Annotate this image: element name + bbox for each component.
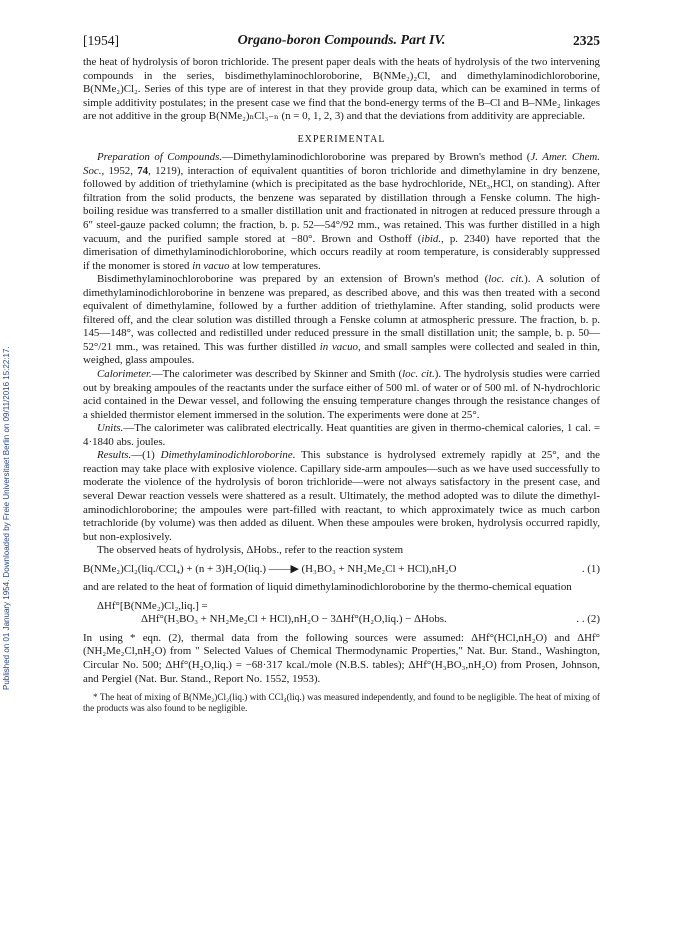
download-notice <box>2 170 14 690</box>
page-number: 2325 <box>573 33 600 48</box>
equation-2 <box>83 600 600 627</box>
equation-2-line-2: ΔHf°(H₃BO₃ + NH₂Me₂Cl + HCl),nH₂O − 3ΔHf°(H₂O,liq.) − ΔHobs. <box>141 613 447 626</box>
thermal-data-paragraph: In using * eqn. (2), thermal data from the following sources were assumed: ΔHf°(HCl,nH₂O) and ΔHf°(NH₂Me₂Cl,nH₂O) from " Selected Values of Chemical Thermodynamic Properties," Nat. Bur. Stand., Washington, Circular No. 500; ΔHf°(H₂O,liq.) = −68·317 kcal./mole (N.B.S. tables); ΔHf°(H₃BO₃,nH₂O) from Prosen, Johnson, and Pergiel (Nat. Bur. Stand., Report No. 1552, 1953). <box>83 631 600 685</box>
running-header <box>83 33 600 53</box>
download-notice-text[interactable]: Published on 01 January 1954. Downloaded by Freie Universitaet Berlin on 09/11/2016 15:22:17. <box>2 346 11 690</box>
results-heading: Results. <box>97 449 132 462</box>
equation-1 <box>83 563 600 577</box>
results-compound: Dimethylaminodichloroborine. <box>160 449 296 462</box>
volume-number: 74 <box>137 164 149 177</box>
calorimeter-heading: Calorimeter. <box>97 368 152 381</box>
header-title: Organo-boron Compounds. Part IV. <box>237 33 446 48</box>
intro-paragraph: the heat of hydrolysis of boron trichloride. The present paper deals with the heats of hydrolysis of the two intervening compounds in the series, bisdimethylaminochloroborine, B(NMe₂)₂Cl, and dimethylaminodichloroborine, B(NMe₂)Cl₂. Series of this type are of interest in that they provide group data, which can be examined in terms of simple additivity postulates; in the present case we find that the bond-energy terms of the B–Cl and B–NMe₂ linkages are not additive in the group B(NMe₂)ₙCl₃₋ₙ (n = 0, 1, 2, 3) and that the deviations from additivity are appreciable. <box>83 56 600 123</box>
observed-paragraph: The observed heats of hydrolysis, ΔHobs., refer to the reaction system <box>97 544 404 557</box>
reference-jacs: J. Amer. Chem. Soc. <box>83 151 601 177</box>
footnote: * The heat of mixing of B(NMe₂)Cl₂(liq.) with CCl₄(liq.) was measured independently, and found to be negligible. The heat of mixing of the products was also found to be negligible. <box>83 692 600 714</box>
units-paragraph: Units.—The calorimeter was calibrated electrically. Heat quantities are given in thermo-chemical calories, 1 cal. = 4·1840 abs. joules. <box>83 422 600 448</box>
results-paragraph: Results.—(1) Dimethylaminodichloroborine. This substance is hydrolysed extremely rapidly at 25°, and the reaction may take place with explosive violence. Capillary side-arm ampoules—such as we have used successfully to moderate the violence of the hydrolysis of boron trichloride—were not always satisfactory in the present case, and several Dewar reaction vessels were shattered as a result. Ultimately, the method adopted was to dilute the dimethyl-aminodichloroborine; the ampoules were part-filled with reactant, to which approximately twice as much carbon tetrachloride (by volume) was then added as diluent. When these ampoules were broken, hydrolysis occurred rapidly, but non-explosively. <box>83 449 601 543</box>
bis-preparation-paragraph: Bisdimethylaminochloroborine was prepared by an extension of Brown's method (loc. cit.). A solution of dimethylaminodichloroborine in benzene was prepared, as described above, and this was then treated with a second equivalent of dimethylamine, followed by a further addition of triethylamine. After standing, solid products were filtered off, and the clear solution was distilled through a Fenske column at atmospheric pressure. The fraction, b. p. 145—148°, was collected and redistilled under reduced pressure in the small distillation unit; the sample, b. p. 50—52°/21 mm., was retained. This was further distilled in vacuo, and small samples were collected and sealed in thin, weighed, glass ampoules. <box>83 273 601 367</box>
units-heading: Units. <box>97 422 124 435</box>
equation-2-line-1: ΔHf°[B(NMe₂)Cl₂,liq.] = <box>97 599 208 612</box>
section-heading-experimental: EXPERIMENTAL <box>297 133 386 145</box>
equation-2-number: . . (2) <box>576 613 600 626</box>
header-year: [1954] <box>83 33 119 48</box>
preparation-heading: Preparation of Compounds. <box>97 151 223 164</box>
article-body <box>83 56 600 714</box>
preparation-paragraph: Preparation of Compounds.—Dimethylaminodichloroborine was prepared by Brown's method (J. Amer. Chem. Soc., 1952, 74, 1219), interaction of equivalent quantities of boron trichloride and dimethylamine in dry benzene, followed by addition of triethylamine (which is precipitated as the base hydrochloride, NEt₃,HCl, on standing). After filtration from the solid products, the benzene was separated by distillation through a Fenske column. The high-boiling residue was transferred to a smaller distillation unit and fractionated in nitrogen at reduced pressure through a 6" steel-gauze packed column; the fraction, b. p. 52—54°/92 mm., was retained. This was further distilled in a high vacuum, and the purified sample stored at −80°. Brown and Osthoff (ibid., p. 2340) have reported that the dimerisation of dimethylaminodichloroborine, which occurs readily at room temperature, is considerably suppressed if the monomer is stored in vacuo at low temperatures. <box>83 151 601 272</box>
equation-1-number: . (1) <box>581 562 600 575</box>
related-paragraph: and are related to the heat of formation of liquid dimethylaminodichloroborine by the thermo-chemical equation <box>83 581 572 594</box>
equation-1-text: B(NMe₂)Cl₂(liq./CCl₄) + (n + 3)H₂O(liq.) ——▶ (H₃BO₃ + NH₂Me₂Cl + HCl),nH₂O <box>83 562 457 575</box>
calorimeter-paragraph: Calorimeter.—The calorimeter was described by Skinner and Smith (loc. cit.). The hydrolysis studies were carried out by breaking ampoules of the reactants under the surface either of 500 ml. of water or of 500 ml. of N-hydrochloric acid contained in the Dewar vessel, and following the ensuing temperature changes through the resistance changes of a shielded thermistor element immersed in the solution. The experiments were done at 25°. <box>83 368 600 421</box>
